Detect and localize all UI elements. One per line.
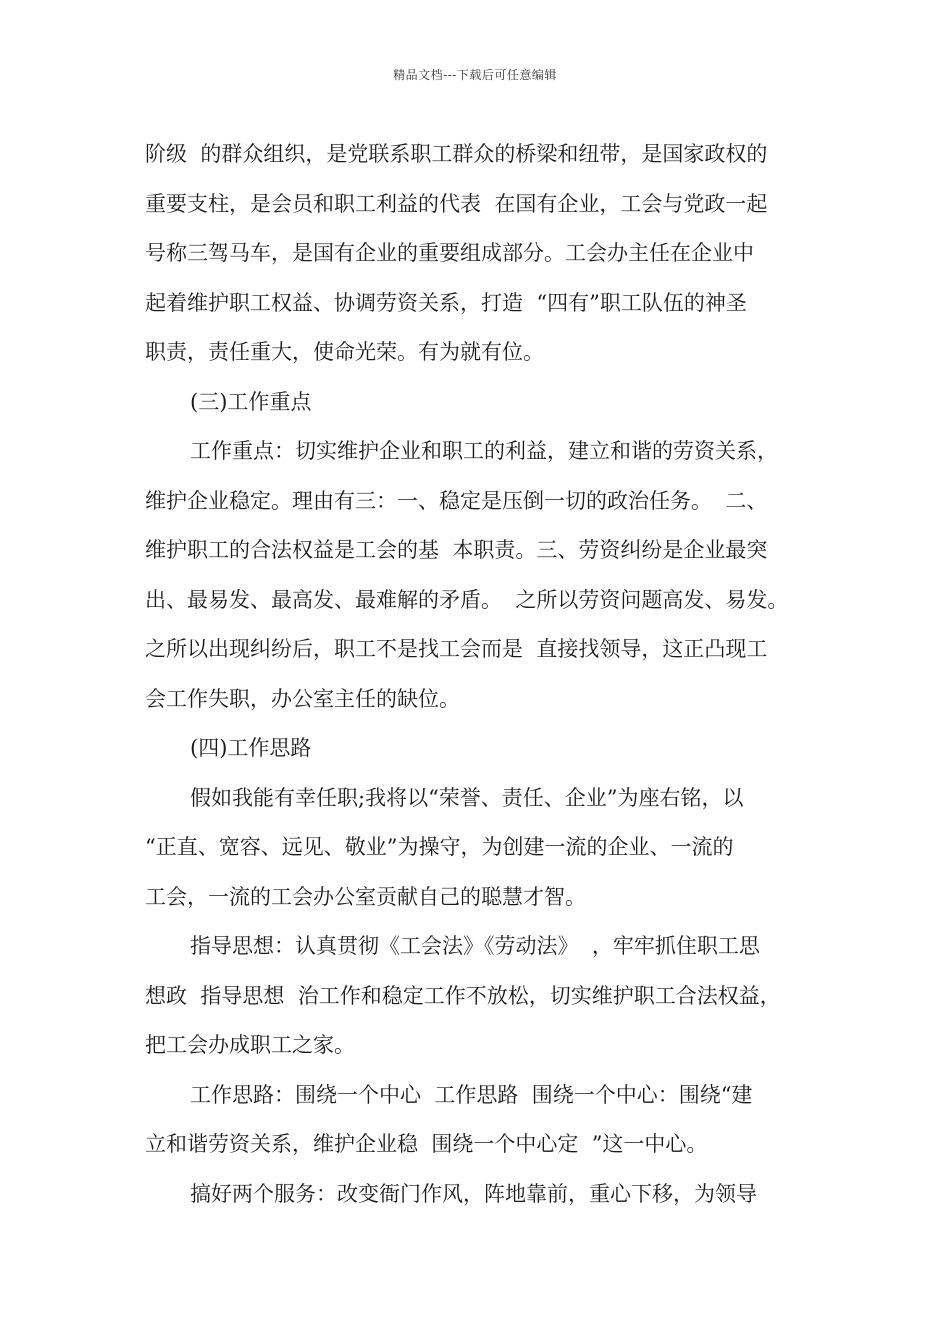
text-line: 指导思想：认真贯彻《工会法》《劳动法》 ，牢牢抓住职工思 — [190, 934, 760, 958]
text-line: 立和谐劳资关系，维护企业稳 围绕一个中心定 ”这一中心。 — [145, 1132, 708, 1156]
text-line: (四)工作思路 — [190, 736, 312, 760]
text-line: 会工作失职，办公室主任的缺位。 — [145, 686, 460, 711]
text-line: 重要支柱，是会员和职工利益的代表 在国有企业，工会与党政一起 — [145, 191, 768, 216]
text-line: 想政 指导思想 治工作和稳定工作不放松，切实维护职工合法权益， — [145, 983, 781, 1008]
page-header: 精品文档---下载后可任意编辑 — [393, 68, 557, 82]
text-line: 搞好两个服务：改变衙门作风，阵地靠前，重心下移，为领导 — [190, 1181, 757, 1206]
text-line: 阶级 的群众组织，是党联系职工群众的桥梁和纽带，是国家政权的 — [145, 142, 768, 166]
text-line: 职责，责任重大，使命光荣。有为就有位。 — [145, 340, 544, 364]
text-line: 出、最易发、最高发、最难解的矛盾。 之所以劳资问题高发、易发。 — [145, 587, 789, 612]
text-line: 号称三驾马车，是国有企业的重要组成部分。工会办主任在企业中 — [145, 241, 754, 265]
text-line: 维护职工的合法权益是工会的基 本职责。三、劳资纠纷是企业最突 — [145, 538, 768, 562]
text-line: 工作思路：围绕一个中心 工作思路 围绕一个中心：围绕“建 — [190, 1082, 753, 1107]
text-line: 起着维护职工权益、协调劳资关系，打造 “四有”职工队伍的神圣 — [145, 290, 747, 315]
text-line: “正直、宽容、远见、敬业”为操守，为创建一流的企业、一流的 — [145, 835, 734, 859]
text-line: (三)工作重点 — [190, 389, 312, 414]
text-line: 之所以出现纠纷后，职工不是找工会而是 直接找领导，这正凸现工 — [145, 637, 768, 661]
text-line: 把工会办成职工之家。 — [145, 1033, 355, 1057]
text-line: 假如我能有幸任职;我将以“荣誉、责任、企业”为座右铭，以 — [190, 785, 744, 810]
text-line: 维护企业稳定。理由有三：一、稳定是压倒一切的政治任务。 二、 — [145, 488, 768, 513]
text-line: 工作重点：切实维护企业和职工的利益，建立和谐的劳资关系， — [190, 439, 778, 463]
document-body — [145, 130, 825, 1219]
text-line: 工会，一流的工会办公室贡献自己的聪慧才智。 — [145, 884, 586, 909]
